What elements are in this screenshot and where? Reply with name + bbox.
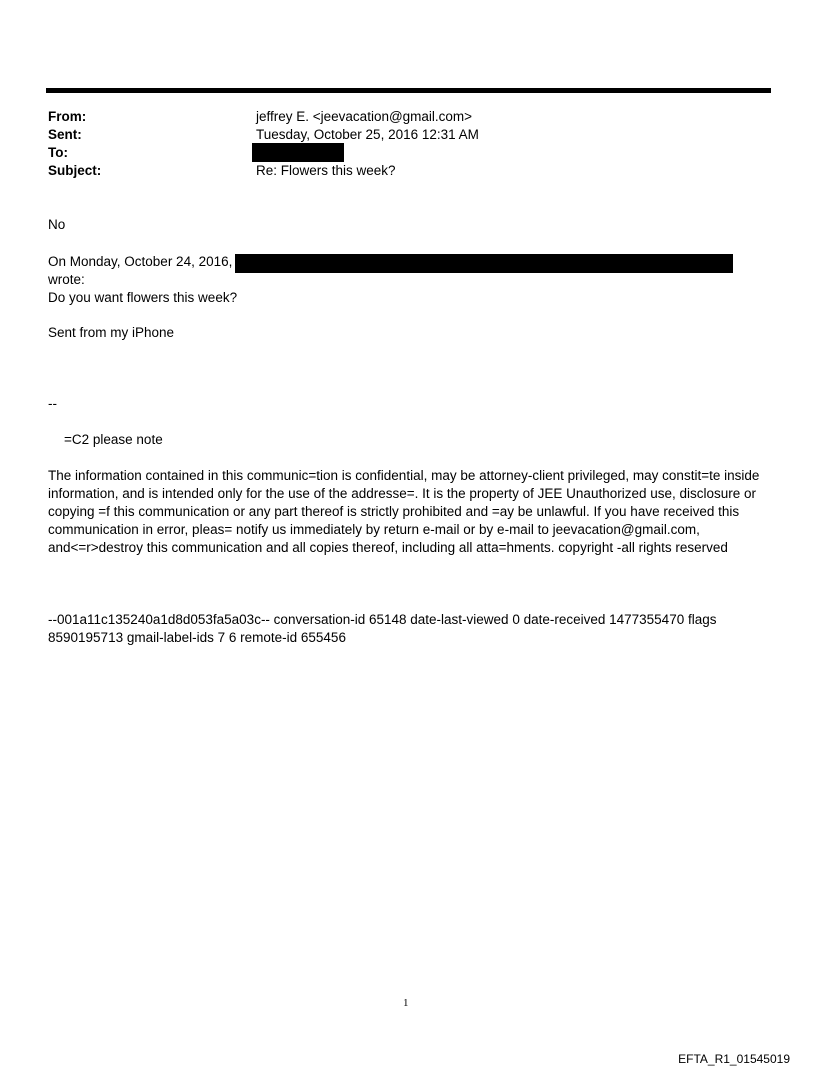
bates-number: EFTA_R1_01545019 <box>678 1052 790 1066</box>
sent-label: Sent: <box>48 127 82 142</box>
message-metadata: --001a11c135240a1d8d053fa5a03c-- conversation-id 65148 date-last-viewed 0 date-received 1477355470 flags 8590195713 gmail-label-ids 7 6 remote-id 655456 <box>48 612 717 645</box>
subject-value: Re: Flowers this week? <box>256 163 396 178</box>
reply-text: No <box>48 217 66 232</box>
from-value: jeffrey E. <jeevacation@gmail.com> <box>256 109 473 124</box>
to-redaction <box>252 143 344 162</box>
separator: -- <box>48 396 57 411</box>
to-label: To: <box>48 145 68 160</box>
sender-redaction <box>235 254 733 273</box>
note-text: =C2 please note <box>64 432 163 447</box>
header-rule <box>46 88 771 93</box>
page-number: 1 <box>403 997 409 1009</box>
disclaimer: The information contained in this communic=tion is confidential, may be attorney-client privileged, may constit=te inside information, and is intended only for the use of the addresse=. It is the property of JEE Unauthorized use, disclosure or copying =f this communication or any part thereof is strictly prohibited and =ay be unlawful. If you have received this communication in error, pleas= notify us immediately by return e-mail or by e-mail to jeevacation@gmail.com, and<=r>destroy this communication and all copies thereof, including all atta=hments. copyright -all rights reserved <box>48 468 760 555</box>
quote-intro: On Monday, October 24, 2016, <box>48 254 233 269</box>
from-label: From: <box>48 109 87 124</box>
quote-wrote: wrote: <box>48 272 85 287</box>
quote-text: Do you want flowers this week? <box>48 290 238 305</box>
sent-value: Tuesday, October 25, 2016 12:31 AM <box>256 127 479 142</box>
signature: Sent from my iPhone <box>48 325 175 340</box>
subject-label: Subject: <box>48 163 102 178</box>
